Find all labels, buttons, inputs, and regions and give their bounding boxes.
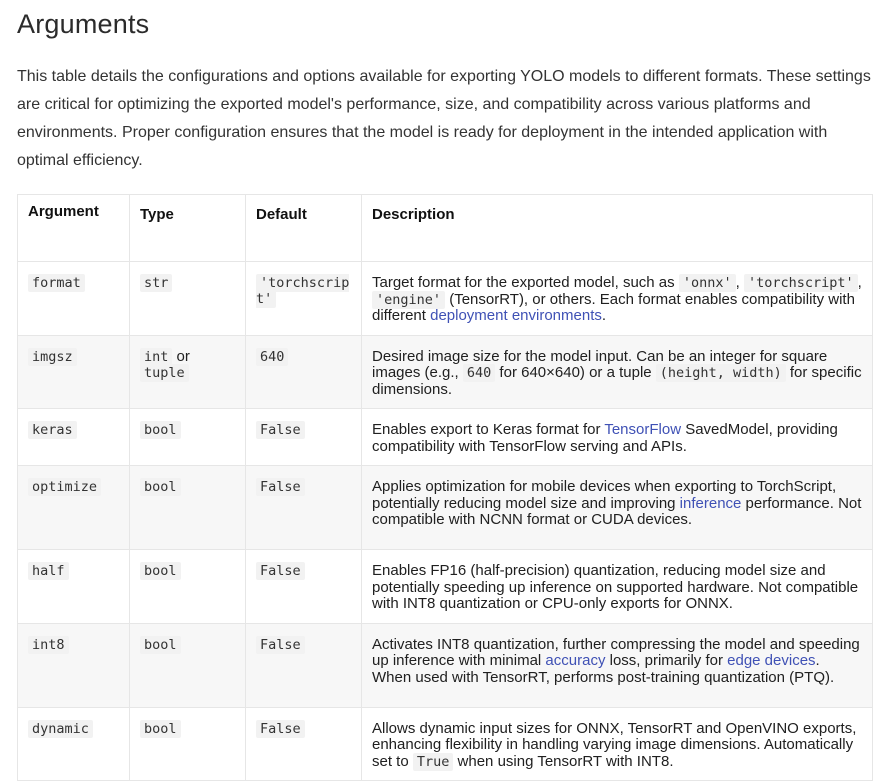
default-code: 640 <box>256 348 288 366</box>
intro-paragraph: This table details the configurations and options available for exporting YOLO models to different formats. These settings are critical for optimizing the exported model's performance, size, and compatibility across various platforms and environments. Proper configuration ensures that the model is ready for deployment in the intended application with optimal efficiency. <box>17 68 871 169</box>
type-code: bool <box>140 636 181 654</box>
type-code: str <box>140 274 172 292</box>
desc-code: 'onnx' <box>679 274 736 292</box>
default-cell <box>246 262 362 336</box>
argument-cell <box>18 409 130 466</box>
desc-text: . <box>601 307 607 324</box>
argument-cell <box>18 707 130 781</box>
type-cell <box>130 335 246 409</box>
section-heading: Arguments <box>17 9 150 39</box>
desc-text: Activates INT8 quantization, further compressing the model and speeding up inference with minimal <box>372 635 860 669</box>
desc-text: when using TensorRT with INT8. <box>453 752 674 770</box>
type-cell <box>130 707 246 781</box>
type-cell <box>130 550 246 624</box>
type-cell <box>130 466 246 550</box>
argument-cell <box>18 623 130 707</box>
edge-devices-link[interactable]: edge devices <box>727 652 816 669</box>
argument-code: format <box>28 274 85 292</box>
desc-text: performance. Not compatible with NCNN format or CUDA devices. <box>372 494 862 528</box>
table-header-row <box>18 195 873 262</box>
type-code: bool <box>140 478 181 496</box>
type-cell <box>130 623 246 707</box>
desc-code: (height, width) <box>656 364 786 382</box>
argument-code: imgsz <box>28 348 77 366</box>
argument-code: half <box>28 562 69 580</box>
default-cell <box>246 707 362 781</box>
table-row <box>18 262 873 336</box>
type-code: tuple <box>140 364 189 382</box>
desc-text: SavedModel, providing compatibility with TensorFlow serving and APIs. <box>372 421 838 455</box>
default-cell <box>246 466 362 550</box>
table-row <box>18 623 873 707</box>
default-code: 'torchscript' <box>256 275 350 307</box>
type-code: int <box>140 348 172 366</box>
argument-cell <box>18 466 130 550</box>
header-default: Default <box>246 195 362 262</box>
type-cell <box>130 262 246 336</box>
description-cell <box>362 623 873 707</box>
desc-text: (TensorRT), or others. Each format enables compatibility with different <box>372 290 855 324</box>
desc-text: Desired image size for the model input. Can be an integer for square images (e.g., <box>372 347 828 381</box>
desc-code: True <box>413 753 454 771</box>
default-code: False <box>256 421 305 439</box>
table-row <box>18 335 873 409</box>
desc-text: Applies optimization for mobile devices when exporting to TorchScript, potentially reducing model size and improving <box>372 478 837 512</box>
default-cell <box>246 623 362 707</box>
default-code: False <box>256 478 305 496</box>
description-cell <box>362 335 873 409</box>
header-type: Type <box>130 195 246 262</box>
arguments-table <box>17 194 873 781</box>
desc-code: 'engine' <box>372 291 445 309</box>
deployment-environments-link[interactable]: deployment environments <box>430 307 602 324</box>
inference-link[interactable]: inference <box>679 494 742 512</box>
header-description: Description <box>362 195 873 262</box>
desc-text: loss, primarily for <box>605 652 728 669</box>
desc-text: . When used with TensorRT, performs post-training quantization (PTQ). <box>372 652 835 686</box>
tensorflow-link[interactable]: TensorFlow <box>604 421 682 438</box>
desc-text: for specific dimensions. <box>372 364 862 398</box>
argument-code: optimize <box>28 478 101 496</box>
description-cell <box>362 466 873 550</box>
type-cell <box>130 409 246 466</box>
header-argument: Argument <box>18 195 130 262</box>
desc-text: Enables FP16 (half-precision) quantization, reducing model size and potentially speeding up inference on supported hardware. Not compatible with INT8 quantization or CPU-only exports for ONNX. <box>372 562 859 612</box>
argument-code: keras <box>28 421 77 439</box>
default-code: False <box>256 562 305 580</box>
argument-cell <box>18 550 130 624</box>
desc-text: Enables export to Keras format for <box>372 421 605 438</box>
type-code: bool <box>140 720 181 738</box>
desc-text: for 640×640) or a tuple <box>495 364 656 381</box>
default-code: False <box>256 720 305 738</box>
desc-code: 'torchscript' <box>744 274 858 292</box>
default-code: False <box>256 636 305 654</box>
default-cell <box>246 409 362 466</box>
description-cell <box>362 409 873 466</box>
argument-cell <box>18 335 130 409</box>
accuracy-link[interactable]: accuracy <box>545 652 606 669</box>
desc-text: Target format for the exported model, such as <box>372 274 679 291</box>
desc-text: , <box>735 274 744 291</box>
description-cell <box>362 707 873 781</box>
type-code: bool <box>140 421 181 439</box>
type-or-text: or <box>172 347 190 365</box>
table-row <box>18 409 873 466</box>
argument-cell <box>18 262 130 336</box>
table-row <box>18 550 873 624</box>
argument-code: dynamic <box>28 720 93 738</box>
description-cell <box>362 550 873 624</box>
table-row <box>18 466 873 550</box>
desc-text: Allows dynamic input sizes for ONNX, TensorRT and OpenVINO exports, enhancing flexibility in handling varying image dimensions. Automatically set to <box>372 719 857 770</box>
default-cell <box>246 335 362 409</box>
argument-code: int8 <box>28 636 69 654</box>
type-code: bool <box>140 562 181 580</box>
desc-code: 640 <box>463 364 495 382</box>
desc-text: , <box>857 274 862 291</box>
table-row <box>18 707 873 781</box>
description-cell <box>362 262 873 336</box>
default-cell <box>246 550 362 624</box>
